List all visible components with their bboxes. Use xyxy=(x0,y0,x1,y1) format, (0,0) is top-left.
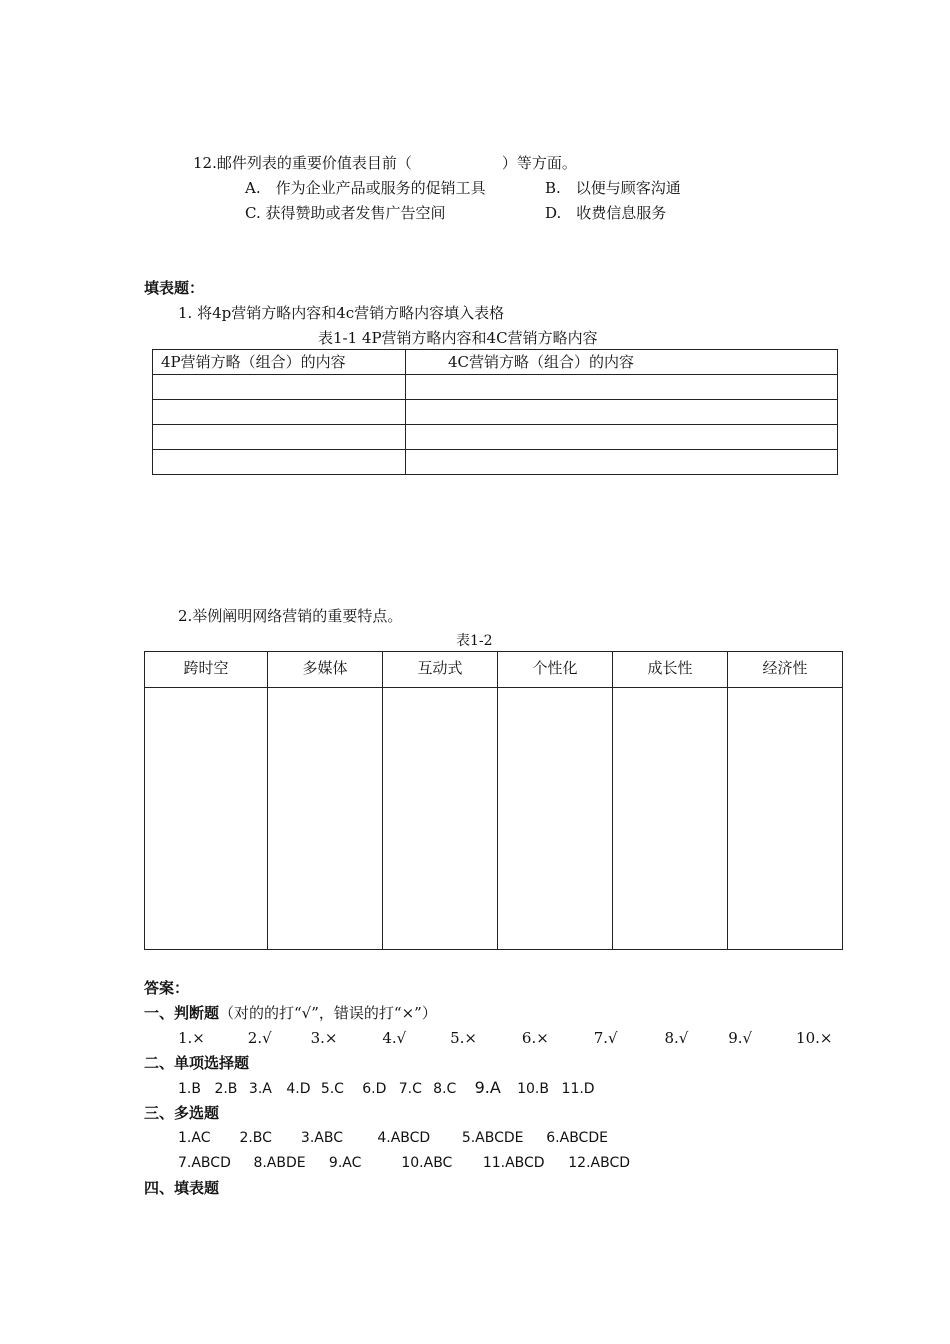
fill-heading: 填表题： xyxy=(144,279,205,297)
answer-item: 11.D xyxy=(561,1081,595,1097)
answer-item: 5.ABCDE xyxy=(461,1130,524,1146)
answer-item: 11.ABCD xyxy=(482,1155,545,1171)
answer-item: 3.ABC xyxy=(300,1130,343,1146)
table-cell[interactable] xyxy=(406,400,838,425)
answer-item: 8.ABDE xyxy=(253,1155,306,1171)
answer-item: 1.B xyxy=(178,1081,201,1097)
fill-question-2: 2.举例阐明网络营销的重要特点。 xyxy=(178,607,403,625)
table2-header: 个性化 xyxy=(498,652,613,688)
table2-header: 跨时空 xyxy=(145,652,268,688)
answer-item: 7.C xyxy=(398,1081,422,1097)
section-1-note: （对的的打“√”，错误的打“×”） xyxy=(219,1004,437,1022)
answer-item: 7.ABCD xyxy=(178,1155,231,1171)
table-cell[interactable] xyxy=(145,688,268,950)
table-row xyxy=(153,400,838,425)
table-cell[interactable] xyxy=(406,375,838,400)
answer-item: 1.× xyxy=(178,1029,205,1047)
q12-option-c: C. 获得赞助或者发售广告空间 xyxy=(245,204,446,222)
answer-item: 10.B xyxy=(517,1081,549,1097)
q12-option-a: A. 作为企业产品或服务的促销工具 xyxy=(245,179,486,197)
table1-header-4p: 4P营销方略（组合）的内容 xyxy=(153,350,406,375)
table2-caption: 表1-2 xyxy=(456,633,493,649)
table-row xyxy=(153,375,838,400)
answer-item: 9.√ xyxy=(728,1029,753,1047)
table-cell[interactable] xyxy=(406,425,838,450)
table-row xyxy=(145,652,843,688)
answer-item: 2.√ xyxy=(247,1029,272,1047)
table2-header: 成长性 xyxy=(613,652,728,688)
answer-item: 6.× xyxy=(521,1029,549,1047)
section-3-answers-row-2 xyxy=(178,1153,630,1173)
table-cell[interactable] xyxy=(268,688,383,950)
section-4-title: 四、填表题 xyxy=(144,1179,220,1197)
answer-item: 6.ABCDE xyxy=(546,1130,608,1146)
table2-header: 多媒体 xyxy=(268,652,383,688)
table-4p-4c xyxy=(152,349,838,475)
answer-item: 5.× xyxy=(450,1029,478,1047)
answer-item: 10.ABC xyxy=(401,1155,453,1171)
answers-heading: 答案： xyxy=(144,979,190,997)
table-features xyxy=(144,651,843,950)
answer-item: 8.C xyxy=(433,1081,457,1097)
table-cell[interactable] xyxy=(153,400,406,425)
table-cell[interactable] xyxy=(613,688,728,950)
table-cell[interactable] xyxy=(153,375,406,400)
answer-item: 8.√ xyxy=(664,1029,689,1047)
table-cell[interactable] xyxy=(498,688,613,950)
table-row xyxy=(145,688,843,950)
answer-item: 9.A xyxy=(474,1078,501,1097)
answer-item: 4.D xyxy=(286,1081,311,1097)
section-3-answers-row-1 xyxy=(178,1128,608,1148)
fill-question-1: 1. 将4p营销方略内容和4c营销方略内容填入表格 xyxy=(178,304,505,322)
table-row xyxy=(153,425,838,450)
section-1-title: 一、判断题 xyxy=(144,1004,220,1022)
q12-stem: 12.邮件列表的重要价值表目前（ ）等方面。 xyxy=(193,154,577,172)
q12-option-b: B. 以便与顾客沟通 xyxy=(545,179,681,197)
section-2-answers xyxy=(178,1078,595,1099)
answer-item: 6.D xyxy=(362,1081,387,1097)
table-row xyxy=(153,450,838,475)
answer-item: 2.B xyxy=(214,1081,238,1097)
answer-item: 9.AC xyxy=(328,1155,362,1171)
q12-option-d: D. 收费信息服务 xyxy=(545,204,667,222)
answer-item: 4.ABCD xyxy=(377,1130,431,1146)
table-cell[interactable] xyxy=(383,688,498,950)
table-cell[interactable] xyxy=(153,425,406,450)
table-cell[interactable] xyxy=(153,450,406,475)
table1-header-4c: 4C营销方略（组合）的内容 xyxy=(406,350,838,375)
section-1-line xyxy=(144,1003,437,1023)
answer-item: 4.√ xyxy=(382,1029,407,1047)
answer-item: 10.× xyxy=(796,1029,833,1047)
table2-header: 经济性 xyxy=(728,652,843,688)
section-2-title: 二、单项选择题 xyxy=(144,1054,250,1072)
table-cell[interactable] xyxy=(728,688,843,950)
table2-header: 互动式 xyxy=(383,652,498,688)
section-1-answers xyxy=(178,1028,832,1048)
answer-item: 1.AC xyxy=(178,1130,211,1146)
table1-caption: 表1-1 4P营销方略内容和4C营销方略内容 xyxy=(318,329,598,347)
answer-item: 3.A xyxy=(248,1081,272,1097)
section-3-title: 三、多选题 xyxy=(144,1104,220,1122)
answer-item: 12.ABCD xyxy=(568,1155,631,1171)
answer-item: 3.× xyxy=(310,1029,338,1047)
answer-item: 2.BC xyxy=(239,1130,272,1146)
answer-item: 7.√ xyxy=(593,1029,618,1047)
answer-item: 5.C xyxy=(320,1081,344,1097)
table-row xyxy=(153,350,838,375)
table-cell[interactable] xyxy=(406,450,838,475)
